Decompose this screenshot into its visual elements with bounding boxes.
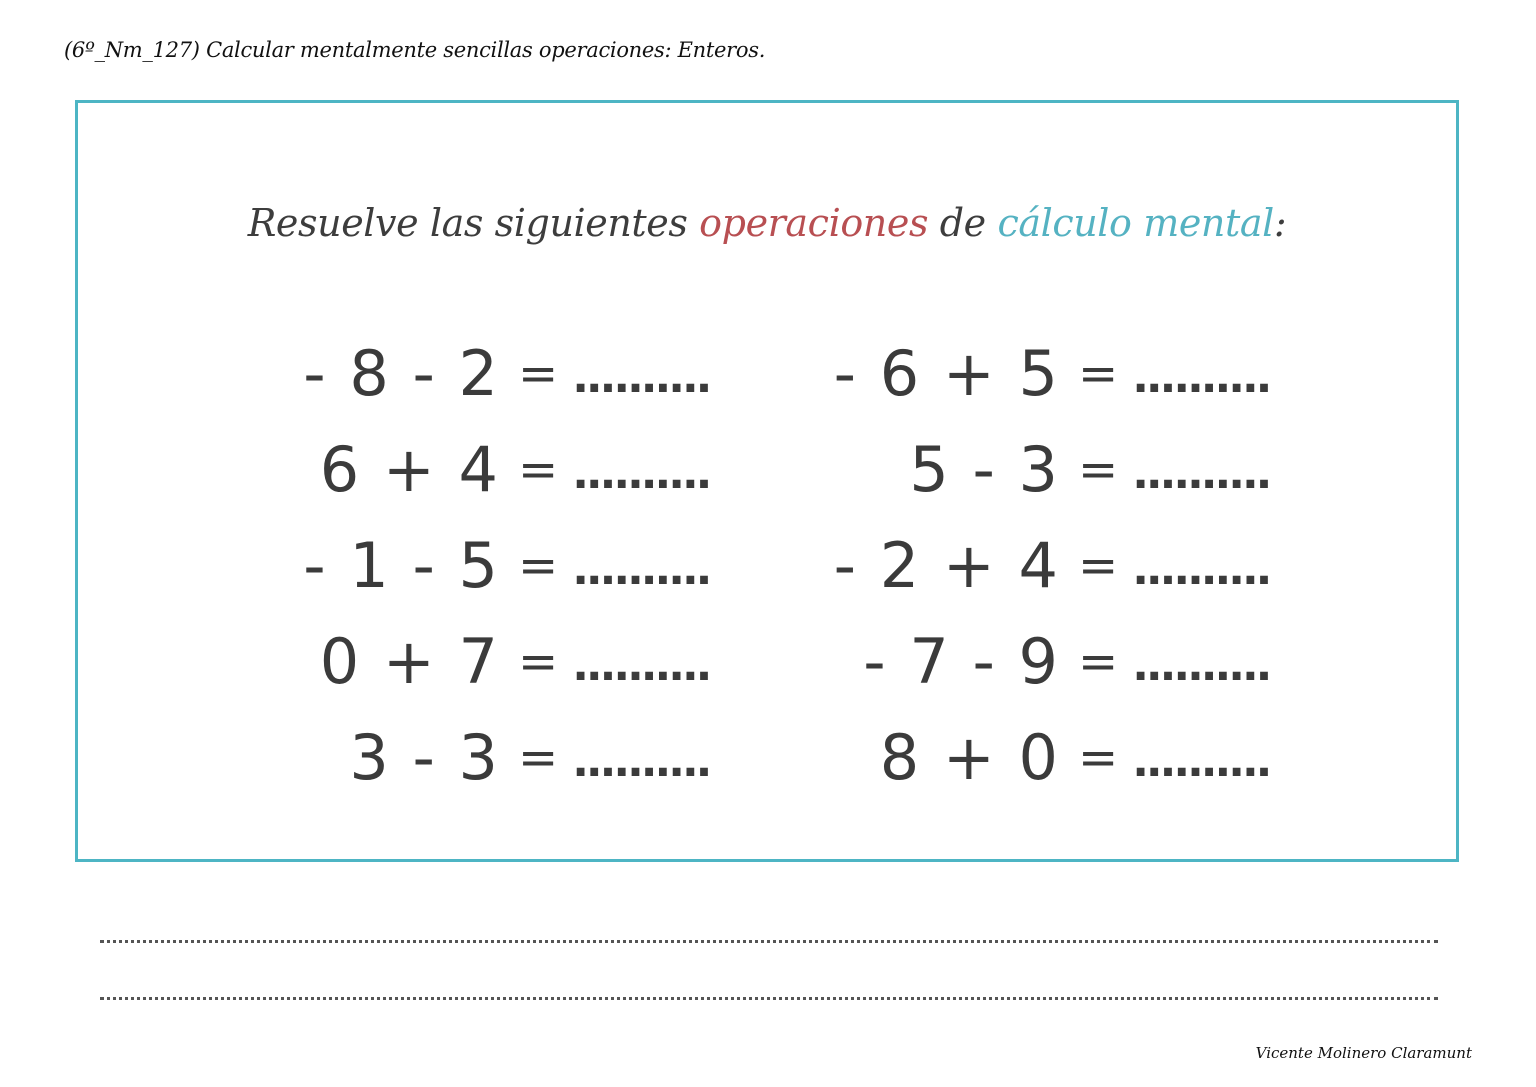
equals-sign: = — [1078, 346, 1119, 402]
instruction-heading — [78, 201, 1456, 245]
operation-row — [268, 710, 738, 806]
worksheet-code-title: (6º_Nm_127) Calcular mentalmente sencillas operaciones: Enteros. — [64, 38, 766, 62]
equals-sign: = — [518, 730, 559, 786]
equals-sign: = — [1078, 538, 1119, 594]
equals-sign: = — [518, 634, 559, 690]
operation-expression: 0 + 7 — [319, 625, 500, 698]
instruction-word-operaciones: operaciones — [699, 201, 929, 245]
answer-blank[interactable]: .......... — [1132, 640, 1270, 691]
answer-blank[interactable]: .......... — [1132, 352, 1270, 403]
operation-expression: 3 - 3 — [349, 721, 500, 794]
writing-line-dotted[interactable] — [100, 997, 1438, 1000]
operation-row — [828, 326, 1298, 422]
exercise-box — [75, 100, 1459, 862]
answer-blank[interactable]: .......... — [1132, 736, 1270, 787]
operation-row — [828, 614, 1298, 710]
operation-expression: - 2 + 4 — [833, 529, 1060, 602]
writing-line-dotted[interactable] — [100, 940, 1438, 943]
operation-expression: 8 + 0 — [879, 721, 1060, 794]
operation-row — [268, 326, 738, 422]
instruction-text-1: Resuelve las siguientes — [247, 201, 700, 245]
operation-expression: - 8 - 2 — [303, 337, 500, 410]
operation-expression: - 7 - 9 — [863, 625, 1060, 698]
equals-sign: = — [518, 346, 559, 402]
answer-blank[interactable]: .......... — [1132, 448, 1270, 499]
answer-blank[interactable]: .......... — [572, 448, 710, 499]
instruction-colon: : — [1273, 201, 1287, 245]
author-signature: Vicente Molinero Claramunt — [1255, 1044, 1472, 1062]
equals-sign: = — [518, 538, 559, 594]
operation-expression: - 6 + 5 — [833, 337, 1060, 410]
answer-blank[interactable]: .......... — [572, 736, 710, 787]
operation-row — [268, 614, 738, 710]
operation-row — [828, 710, 1298, 806]
operation-row — [268, 518, 738, 614]
instruction-word-calculo-mental: cálculo mental — [997, 201, 1274, 245]
operation-expression: 6 + 4 — [319, 433, 500, 506]
instruction-text-2: de — [928, 201, 998, 245]
answer-blank[interactable]: .......... — [1132, 544, 1270, 595]
operation-row — [828, 422, 1298, 518]
answer-blank[interactable]: .......... — [572, 640, 710, 691]
equals-sign: = — [518, 442, 559, 498]
right-operations-column — [828, 326, 1298, 806]
equals-sign: = — [1078, 634, 1119, 690]
operation-expression: - 1 - 5 — [303, 529, 500, 602]
answer-blank[interactable]: .......... — [572, 544, 710, 595]
equals-sign: = — [1078, 442, 1119, 498]
equals-sign: = — [1078, 730, 1119, 786]
operation-row — [828, 518, 1298, 614]
operation-expression: 5 - 3 — [909, 433, 1060, 506]
operation-row — [268, 422, 738, 518]
left-operations-column — [268, 326, 738, 806]
answer-blank[interactable]: .......... — [572, 352, 710, 403]
